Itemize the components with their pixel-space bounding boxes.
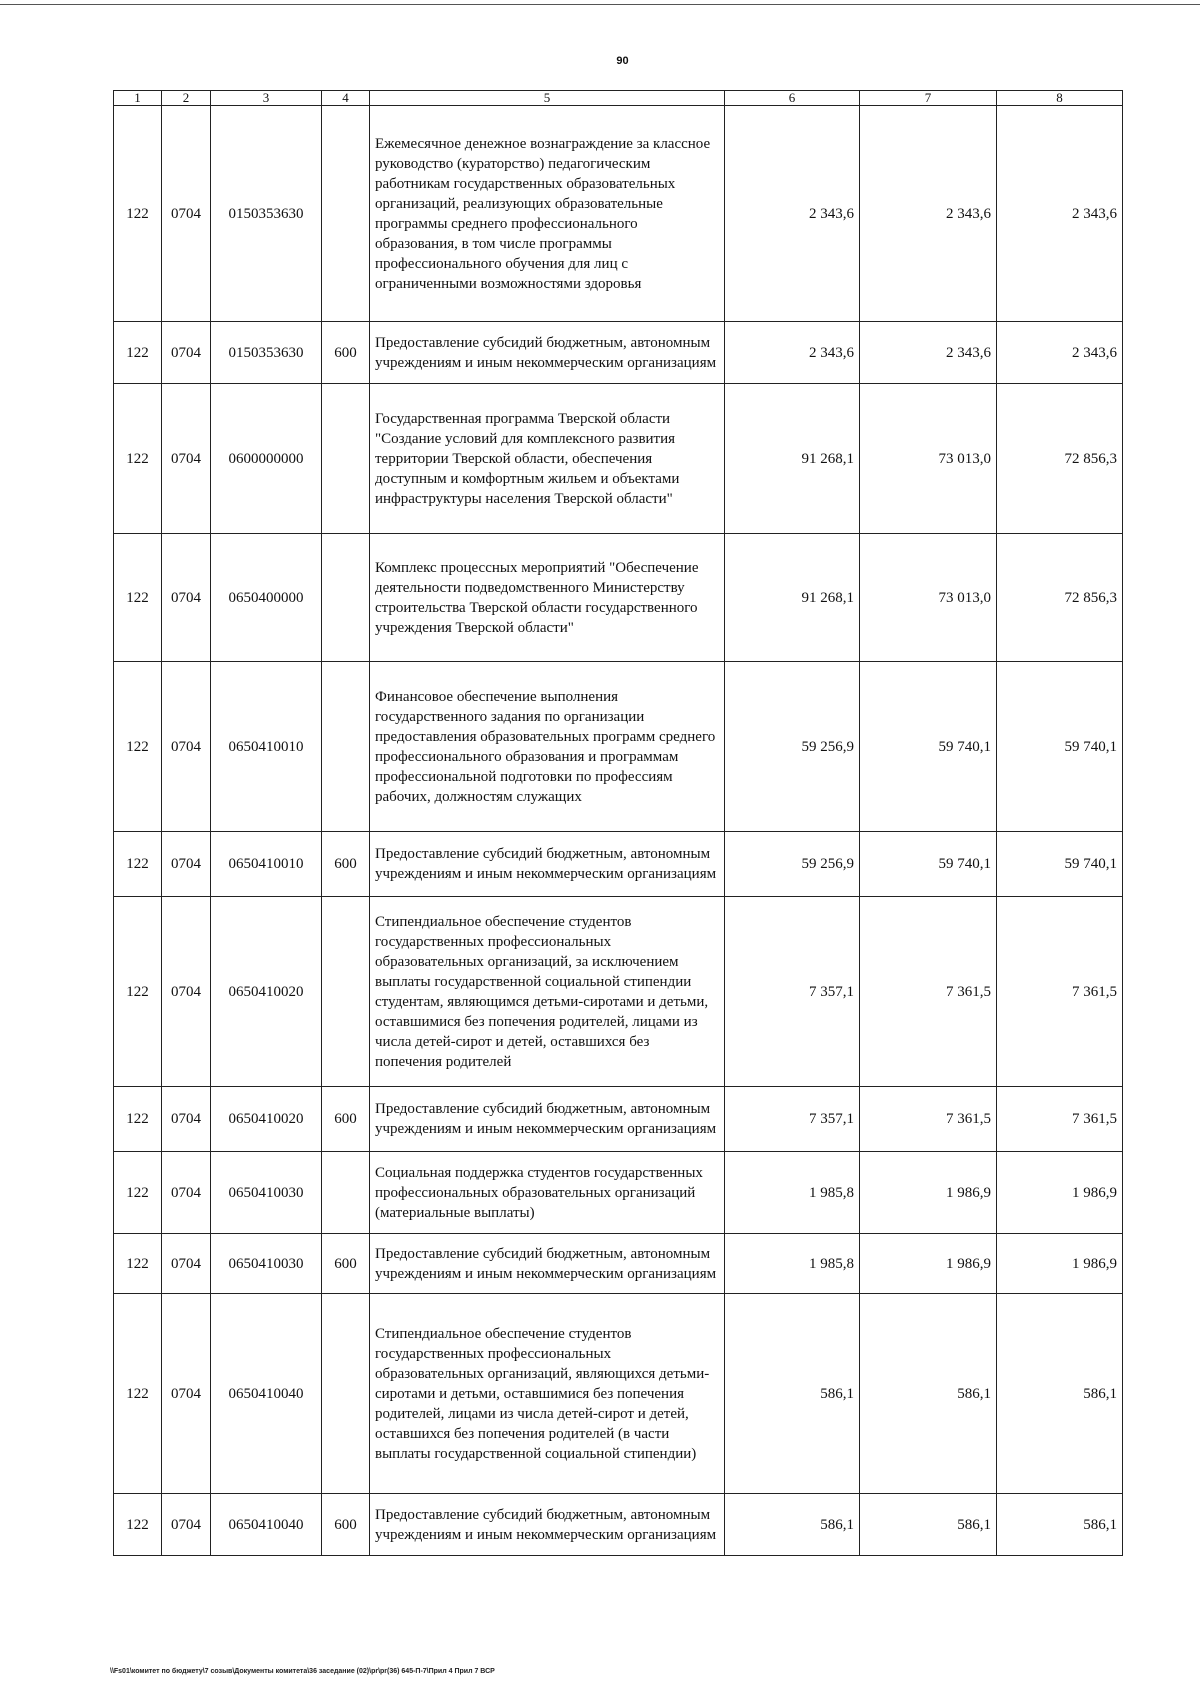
target-article-cell: 0650400000	[211, 534, 322, 662]
column-header: 7	[860, 91, 997, 106]
table-row	[114, 1087, 1123, 1152]
amount-col7-cell: 2 343,6	[860, 106, 997, 322]
section-code-cell: 0704	[162, 534, 211, 662]
table-row	[114, 106, 1123, 322]
target-article-cell: 0650410030	[211, 1234, 322, 1294]
target-article-cell: 0650410040	[211, 1494, 322, 1556]
column-header: 1	[114, 91, 162, 106]
table-row	[114, 1494, 1123, 1556]
amount-col6-cell: 91 268,1	[725, 534, 860, 662]
column-header: 6	[725, 91, 860, 106]
target-article-cell: 0650410030	[211, 1152, 322, 1234]
ministry-code-cell: 122	[114, 662, 162, 832]
amount-col8-cell: 59 740,1	[997, 832, 1123, 897]
expense-type-cell	[322, 1294, 370, 1494]
ministry-code-cell: 122	[114, 534, 162, 662]
amount-col7-cell: 59 740,1	[860, 832, 997, 897]
amount-col7-cell: 73 013,0	[860, 384, 997, 534]
target-article-cell: 0150353630	[211, 106, 322, 322]
amount-col6-cell: 586,1	[725, 1494, 860, 1556]
table-row	[114, 322, 1123, 384]
table-row	[114, 1152, 1123, 1234]
expense-type-cell	[322, 534, 370, 662]
target-article-cell: 0600000000	[211, 384, 322, 534]
section-code-cell: 0704	[162, 1152, 211, 1234]
amount-col8-cell: 72 856,3	[997, 534, 1123, 662]
target-article-cell: 0650410010	[211, 832, 322, 897]
column-header: 5	[370, 91, 725, 106]
amount-col6-cell: 59 256,9	[725, 832, 860, 897]
column-header: 8	[997, 91, 1123, 106]
column-header: 3	[211, 91, 322, 106]
amount-col7-cell: 1 986,9	[860, 1234, 997, 1294]
item-name-cell: Комплекс процессных мероприятий "Обеспечение деятельности подведомственного Министерству строительства Тверской области государственного учреждения Тверской области"	[370, 534, 725, 662]
page-number: 90	[616, 55, 629, 67]
amount-col8-cell: 7 361,5	[997, 897, 1123, 1087]
section-code-cell: 0704	[162, 1087, 211, 1152]
amount-col7-cell: 7 361,5	[860, 897, 997, 1087]
amount-col6-cell: 7 357,1	[725, 897, 860, 1087]
column-header: 2	[162, 91, 211, 106]
table-row	[114, 832, 1123, 897]
amount-col6-cell: 2 343,6	[725, 322, 860, 384]
expense-type-cell: 600	[322, 1087, 370, 1152]
table-row	[114, 534, 1123, 662]
amount-col7-cell: 7 361,5	[860, 1087, 997, 1152]
section-code-cell: 0704	[162, 897, 211, 1087]
amount-col6-cell: 59 256,9	[725, 662, 860, 832]
amount-col7-cell: 59 740,1	[860, 662, 997, 832]
budget-table	[113, 90, 1123, 1556]
item-name-cell: Финансовое обеспечение выполнения государственного задания по организации предоставления образовательных программ среднего профессионального образования и программам профессиональной подготовки по профессиям рабочих, должностям служащих	[370, 662, 725, 832]
amount-col8-cell: 1 986,9	[997, 1152, 1123, 1234]
amount-col8-cell: 59 740,1	[997, 662, 1123, 832]
amount-col8-cell: 2 343,6	[997, 322, 1123, 384]
expense-type-cell: 600	[322, 1234, 370, 1294]
table-row	[114, 662, 1123, 832]
amount-col8-cell: 1 986,9	[997, 1234, 1123, 1294]
amount-col6-cell: 2 343,6	[725, 106, 860, 322]
ministry-code-cell: 122	[114, 384, 162, 534]
amount-col7-cell: 1 986,9	[860, 1152, 997, 1234]
top-border-line	[0, 4, 1200, 5]
item-name-cell: Предоставление субсидий бюджетным, автономным учреждениям и иным некоммерческим организациям	[370, 1234, 725, 1294]
footer-file-path: \\Fs01\комитет по бюджету\7 созыв\Документы комитета\36 заседание (02)\pr\pr(36) 645-П-7\Прил 4 Прил 7 ВСР	[110, 1668, 495, 1675]
ministry-code-cell: 122	[114, 322, 162, 384]
item-name-cell: Социальная поддержка студентов государственных профессиональных образовательных организаций (материальные выплаты)	[370, 1152, 725, 1234]
table-row	[114, 1234, 1123, 1294]
amount-col6-cell: 91 268,1	[725, 384, 860, 534]
amount-col8-cell: 2 343,6	[997, 106, 1123, 322]
item-name-cell: Государственная программа Тверской области "Создание условий для комплексного развития территории Тверской области, обеспечения доступным и комфортным жильем и объектами инфраструктуры населения Тверской области"	[370, 384, 725, 534]
amount-col7-cell: 2 343,6	[860, 322, 997, 384]
table-row	[114, 1294, 1123, 1494]
expense-type-cell	[322, 662, 370, 832]
section-code-cell: 0704	[162, 106, 211, 322]
ministry-code-cell: 122	[114, 1234, 162, 1294]
item-name-cell: Ежемесячное денежное вознаграждение за классное руководство (кураторство) педагогическим работникам государственных образовательных организаций, реализующих образовательные программы среднего профессионального образования, в том числе программы профессионального обучения для лиц с ограниченными возможностями здоровья	[370, 106, 725, 322]
section-code-cell: 0704	[162, 322, 211, 384]
ministry-code-cell: 122	[114, 1294, 162, 1494]
expense-type-cell	[322, 1152, 370, 1234]
column-header: 4	[322, 91, 370, 106]
expense-type-cell: 600	[322, 832, 370, 897]
amount-col8-cell: 586,1	[997, 1494, 1123, 1556]
target-article-cell: 0650410040	[211, 1294, 322, 1494]
amount-col6-cell: 586,1	[725, 1294, 860, 1494]
amount-col6-cell: 1 985,8	[725, 1152, 860, 1234]
target-article-cell: 0650410020	[211, 1087, 322, 1152]
ministry-code-cell: 122	[114, 1087, 162, 1152]
section-code-cell: 0704	[162, 662, 211, 832]
ministry-code-cell: 122	[114, 897, 162, 1087]
amount-col7-cell: 586,1	[860, 1494, 997, 1556]
expense-type-cell: 600	[322, 1494, 370, 1556]
ministry-code-cell: 122	[114, 832, 162, 897]
expense-type-cell	[322, 106, 370, 322]
column-number-header-row	[114, 91, 1123, 106]
item-name-cell: Стипендиальное обеспечение студентов государственных профессиональных образовательных организаций, являющихся детьми-сиротами и детьми, оставшимися без попечения родителей, лицами из числа детей-сирот и детей, оставшихся без попечения родителей (в части выплаты государственной социальной стипендии)	[370, 1294, 725, 1494]
target-article-cell: 0650410010	[211, 662, 322, 832]
item-name-cell: Предоставление субсидий бюджетным, автономным учреждениям и иным некоммерческим организациям	[370, 322, 725, 384]
section-code-cell: 0704	[162, 1294, 211, 1494]
expense-type-cell	[322, 897, 370, 1087]
amount-col6-cell: 1 985,8	[725, 1234, 860, 1294]
table-row	[114, 897, 1123, 1087]
item-name-cell: Предоставление субсидий бюджетным, автономным учреждениям и иным некоммерческим организациям	[370, 832, 725, 897]
item-name-cell: Стипендиальное обеспечение студентов государственных профессиональных образовательных организаций, за исключением выплаты государственной социальной стипендии студентам, являющимся детьми-сиротами и детьми, оставшимися без попечения родителей, лицами из числа детей-сирот и детей, оставшихся без попечения родителей	[370, 897, 725, 1087]
amount-col7-cell: 586,1	[860, 1294, 997, 1494]
table-row	[114, 384, 1123, 534]
section-code-cell: 0704	[162, 1494, 211, 1556]
ministry-code-cell: 122	[114, 106, 162, 322]
target-article-cell: 0150353630	[211, 322, 322, 384]
expense-type-cell	[322, 384, 370, 534]
amount-col8-cell: 586,1	[997, 1294, 1123, 1494]
item-name-cell: Предоставление субсидий бюджетным, автономным учреждениям и иным некоммерческим организациям	[370, 1087, 725, 1152]
section-code-cell: 0704	[162, 384, 211, 534]
section-code-cell: 0704	[162, 1234, 211, 1294]
amount-col7-cell: 73 013,0	[860, 534, 997, 662]
amount-col6-cell: 7 357,1	[725, 1087, 860, 1152]
expense-type-cell: 600	[322, 322, 370, 384]
ministry-code-cell: 122	[114, 1152, 162, 1234]
amount-col8-cell: 7 361,5	[997, 1087, 1123, 1152]
amount-col8-cell: 72 856,3	[997, 384, 1123, 534]
ministry-code-cell: 122	[114, 1494, 162, 1556]
item-name-cell: Предоставление субсидий бюджетным, автономным учреждениям и иным некоммерческим организациям	[370, 1494, 725, 1556]
section-code-cell: 0704	[162, 832, 211, 897]
target-article-cell: 0650410020	[211, 897, 322, 1087]
